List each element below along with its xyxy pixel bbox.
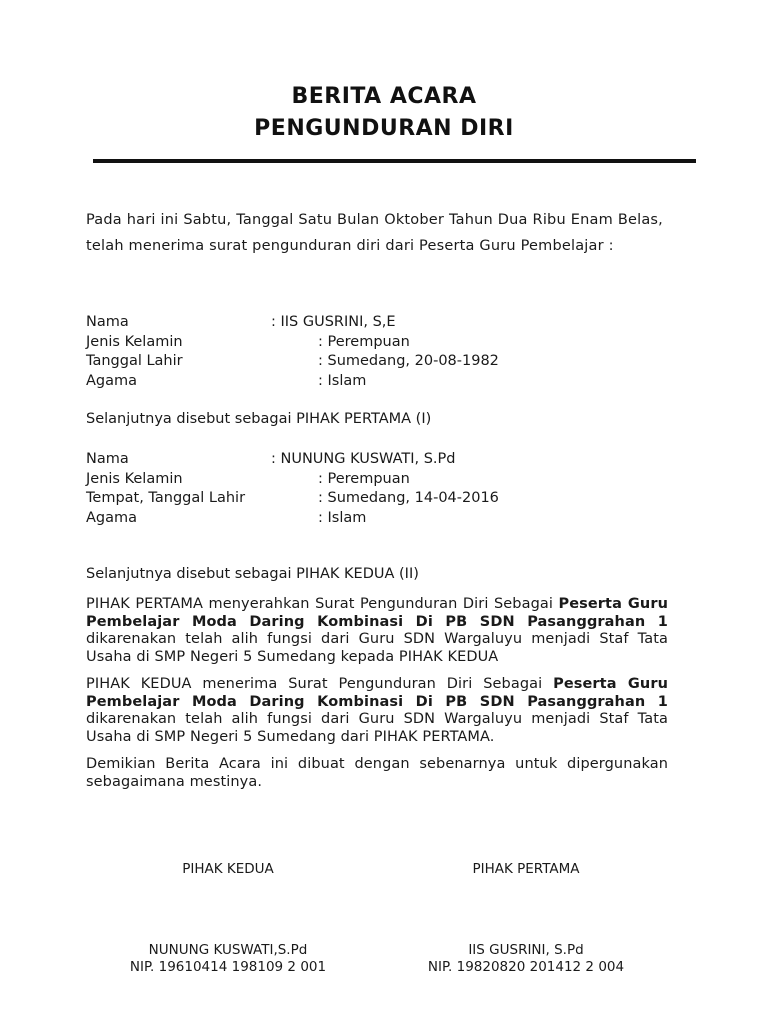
party2-religion-label: Agama [86,510,138,526]
acceptance-text-end: dikarenakan telah alih fungsi dari Guru SDN Wargaluyu menjadi Staf Tata Usaha di SMP Negeri 5 Sumedang dari PIHAK PERTAMA. [86,711,668,745]
party1-religion-value: : Islam [318,373,367,389]
intro-paragraph: Pada hari ini Sabtu, Tanggal Satu Bulan Oktober Tahun Dua Ribu Enam Belas, telah menerima surat pengunduran diri dari Peserta Guru Pembelajar : [86,212,663,254]
party1-birthdate-label: Tanggal Lahir [86,353,183,369]
signature-left-role: PIHAK KEDUA [182,861,274,877]
handover-text-start: PIHAK PERTAMA menyerahkan Surat Pengunduran Diri Sebagai [86,596,559,612]
party2-designation: Selanjutnya disebut sebagai PIHAK KEDUA (II) [86,566,419,582]
signature-right-name: IIS GUSRINI, S.Pd [468,942,584,958]
party2-religion-value: : Islam [318,510,367,526]
party1-name-value: : IIS GUSRINI, S,E [271,314,396,330]
party2-gender-value: : Perempuan [318,471,410,487]
party2-gender-label: Jenis Kelamin [86,471,183,487]
party2-name-value: : NUNUNG KUSWATI, S.Pd [271,451,456,467]
handover-program-name: Peserta Guru Pembelajar Moda Daring Kombinasi Di PB SDN Pasanggrahan 1 [86,596,668,630]
party2-birthplace-date-label: Tempat, Tanggal Lahir [86,490,246,506]
closing-paragraph: Demikian Berita Acara ini dibuat dengan sebenarnya untuk dipergunakan sebagaimana mestinya. [86,756,668,790]
title-divider [93,159,696,163]
acceptance-program-name: Peserta Guru Pembelajar Moda Daring Kombinasi Di PB SDN Pasanggrahan 1 [86,676,668,710]
signature-left-nip: NIP. 19610414 198109 2 001 [129,959,327,975]
party1-name-label: Nama [86,314,129,330]
party1-gender-label: Jenis Kelamin [86,334,183,350]
party1-gender-value: : Perempuan [318,334,410,350]
signature-left-name: NUNUNG KUSWATI,S.Pd [148,942,308,958]
signature-right-nip: NIP. 19820820 201412 2 004 [427,959,625,975]
party1-designation: Selanjutnya disebut sebagai PIHAK PERTAMA (I) [86,411,432,427]
party2-birthplace-date-value: : Sumedang, 14-04-2016 [318,490,499,506]
acceptance-text-start: PIHAK KEDUA menerima Surat Pengunduran Diri Sebagai [86,676,554,692]
party1-religion-label: Agama [86,373,138,389]
party1-birthdate-value: : Sumedang, 20-08-1982 [318,353,499,369]
document-title-line1: BERITA ACARA [291,84,477,109]
document-title-line2: PENGUNDURAN DIRI [254,116,514,141]
party2-name-label: Nama [86,451,129,467]
acceptance-paragraph [86,676,668,746]
signature-right-role: PIHAK PERTAMA [472,861,580,877]
handover-text-end: dikarenakan telah alih fungsi dari Guru SDN Wargaluyu menjadi Staf Tata Usaha di SMP Negeri 5 Sumedang kepada PIHAK KEDUA [86,631,668,665]
handover-paragraph [86,596,668,666]
